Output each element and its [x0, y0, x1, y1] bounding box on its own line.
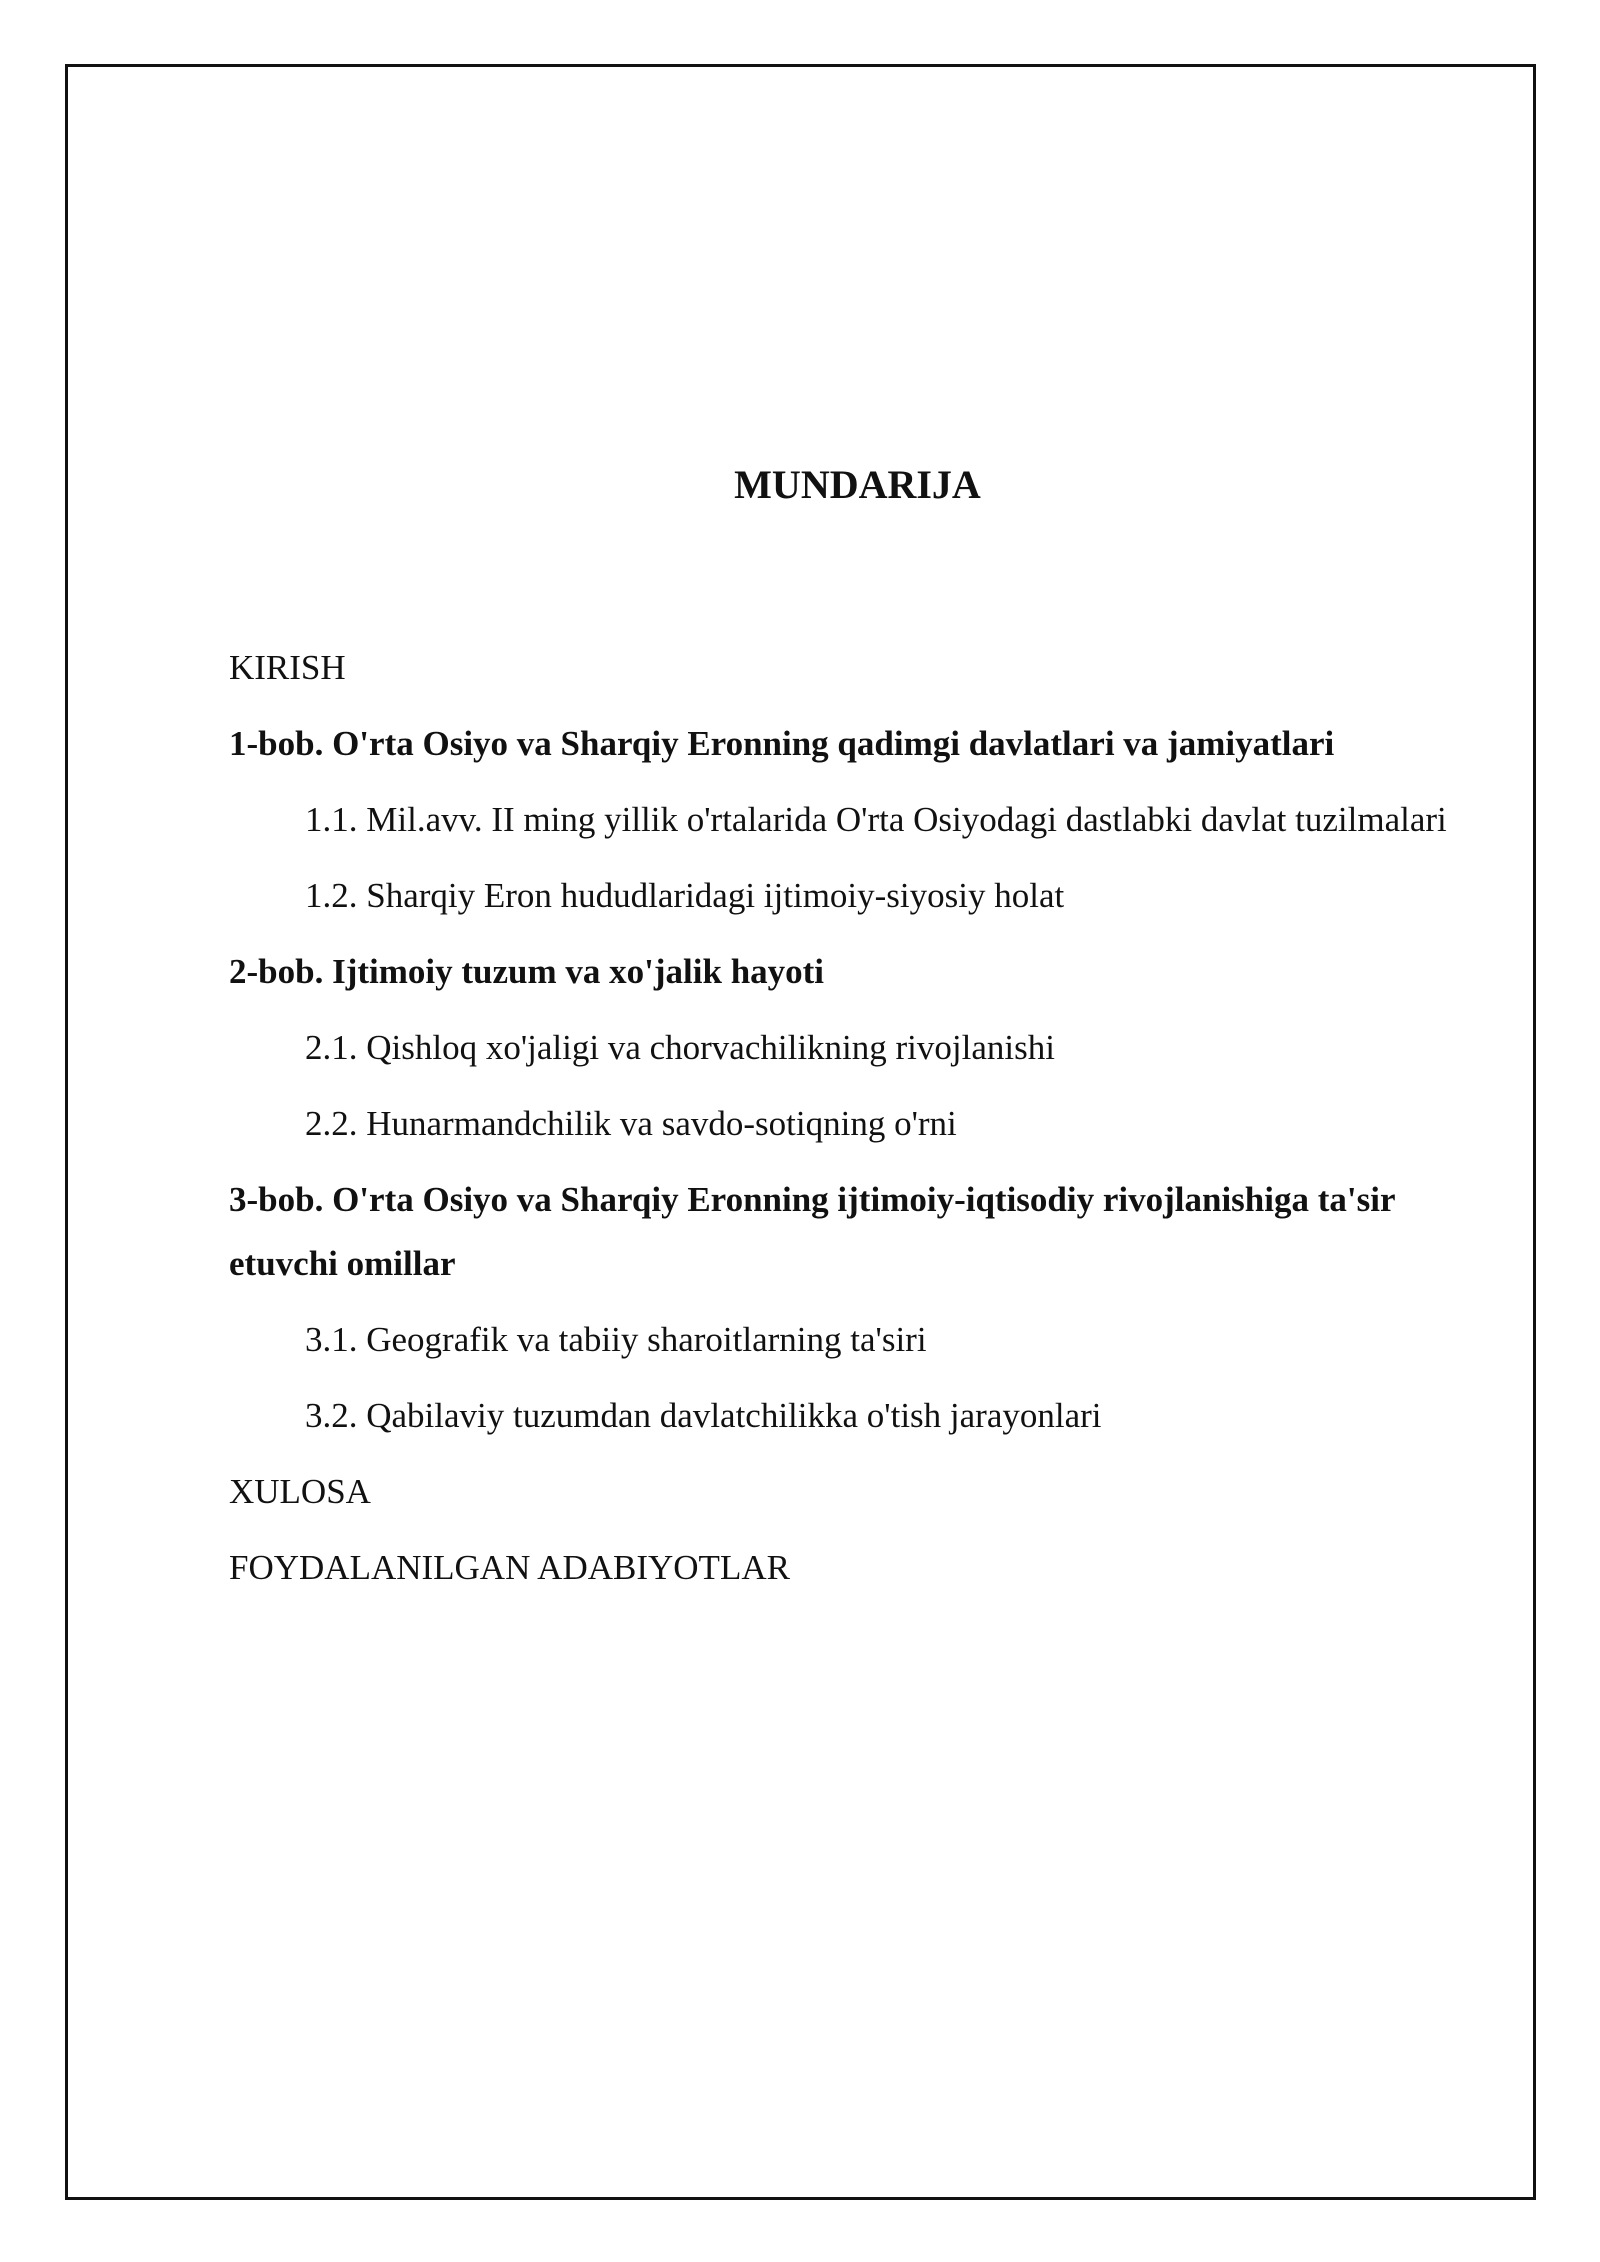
toc-chapter-1: 1-bob. O'rta Osiyo va Sharqiy Eronning qadimgi davlatlari va jamiyatlari — [229, 724, 1335, 763]
toc-section-3-2: 3.2. Qabilaviy tuzumdan davlatchilikka o'tish jarayonlari — [305, 1396, 1102, 1435]
toc-section-3-1: 3.1. Geografik va tabiiy sharoitlarning ta'siri — [305, 1320, 927, 1359]
page-title: MUNDARIJA — [734, 462, 981, 507]
toc-section-2-1: 2.1. Qishloq xo'jaligi va chorvachilikning rivojlanishi — [305, 1028, 1055, 1067]
toc-chapter-3: 3-bob. O'rta Osiyo va Sharqiy Eronning ijtimoiy-iqtisodiy rivojlanishiga ta'sir etuvchi omillar — [229, 1180, 1395, 1283]
toc-section-1-1: 1.1. Mil.avv. II ming yillik o'rtalarida O'rta Osiyodagi dastlabki davlat tuzilmalari — [305, 800, 1447, 839]
table-of-contents — [229, 636, 1499, 1612]
toc-chapter-2: 2-bob. Ijtimoiy tuzum va xo'jalik hayoti — [229, 952, 825, 991]
toc-entry-references: FOYDALANILGAN ADABIYOTLAR — [229, 1548, 790, 1587]
toc-entry-conclusion: XULOSA — [229, 1472, 371, 1511]
toc-section-1-2: 1.2. Sharqiy Eron hududlaridagi ijtimoiy-siyosiy holat — [305, 876, 1065, 915]
toc-entry-intro: KIRISH — [229, 648, 346, 687]
toc-section-2-2: 2.2. Hunarmandchilik va savdo-sotiqning o'rni — [305, 1104, 957, 1143]
